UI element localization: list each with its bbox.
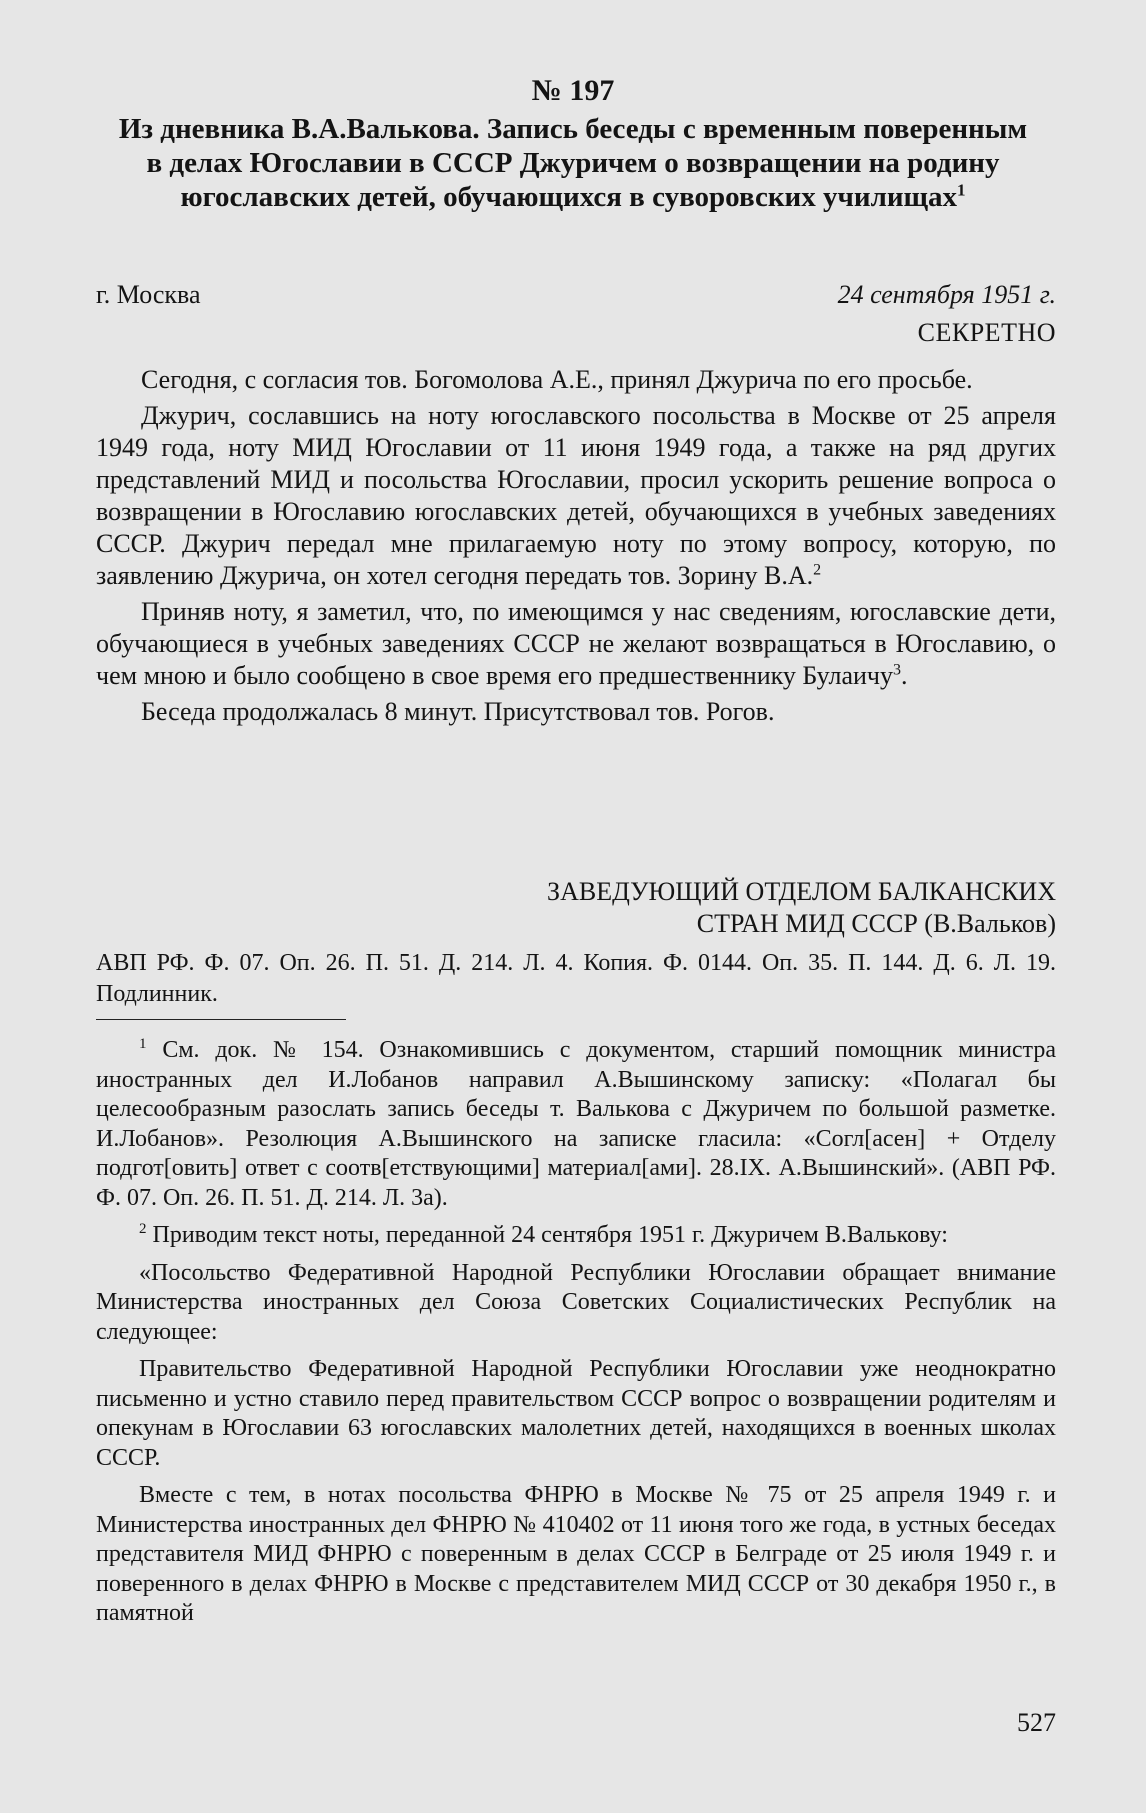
- body-paragraph-3-end: .: [901, 661, 908, 690]
- footnote-2-mark: 2: [139, 1221, 147, 1237]
- footnote-ref-2[interactable]: 2: [813, 561, 822, 579]
- signature-block: [356, 876, 1056, 940]
- document-title-text: Из дневника В.А.Валькова. Запись беседы с временным поверенным в делах Югославии в СССР Джуричем о возвращении на родину югославских детей, обучающихся в суворовских училищах: [118, 113, 1028, 213]
- document-body: [96, 364, 1056, 732]
- footnote-1-mark: 1: [139, 1036, 147, 1052]
- classification-stamp: СЕКРЕТНО: [917, 318, 1056, 347]
- body-paragraph-4: Беседа продолжалась 8 минут. Присутствовал тов. Рогов.: [141, 697, 775, 726]
- footnote-2-quote-3: Вместе с тем, в нотах посольства ФНРЮ в Москве № 75 от 25 апреля 1949 г. и Министерства иностранных дел ФНРЮ № 410402 от 11 июня того же года, в устных беседах представителя МИД ФНРЮ с поверенным в делах СССР в Белграде от 25 июля 1949 г. и поверенного в делах ФНРЮ в Москве с представителем МИД СССР от 30 декабря 1950 г., в памятной: [96, 1482, 1056, 1626]
- document-number: № 197: [531, 74, 615, 107]
- footnote-2-quote-2: Правительство Федеративной Народной Республики Югославии уже неоднократно письменно и устно ставило перед правительством СССР вопрос о возвращении родителям и опекунам в Югославии 63 югославских малолетних детей, находящихся в военных школах СССР.: [96, 1356, 1056, 1471]
- signature-line-2: СТРАН МИД СССР (В.Вальков): [696, 909, 1056, 938]
- title-footnote-ref[interactable]: 1: [957, 180, 966, 200]
- document-date: 24 сентября 1951 г.: [837, 280, 1056, 309]
- document-title: [118, 112, 1028, 214]
- signature-line-1: ЗАВЕДУЮЩИЙ ОТДЕЛОМ БАЛКАНСКИХ: [547, 877, 1056, 906]
- footnote-ref-3[interactable]: 3: [893, 661, 902, 679]
- document-place: г. Москва: [96, 280, 201, 309]
- footnote-2: [96, 1221, 1056, 1251]
- body-paragraph-3: [96, 596, 1056, 692]
- page-number: 527: [1017, 1708, 1056, 1737]
- footnote-2-quote-1: «Посольство Федеративной Народной Республики Югославии обращает внимание Министерства иностранных дел Союза Советских Социалистических Республик на следующее:: [96, 1259, 1056, 1345]
- footnote-1: [96, 1036, 1056, 1213]
- footnote-1-text: См. док. № 154. Ознакомившись с документом, старший помощник министра иностранных дел И.Лобанов направил А.Вышинскому записку: «Полагал бы целесообразным разослать запись беседы т. Валькова с Джуричем по большой разметке. И.Лобанов». Резолюция А.Вышинского на записке гласила: «Согл[асен] + Отделу подгот[овить] ответ с соотв[етствующими] материал[ами]. 28.IX. А.Вышинский». (АВП РФ. Ф. 07. Оп. 26. П. 51. Д. 214. Л. 3а).: [96, 1037, 1056, 1211]
- body-paragraph-3-text: Приняв ноту, я заметил, что, по имеющимся у нас сведениям, югославские дети, обучающиеся в учебных заведениях СССР не желают возвращаться в Югославию, о чем мною и было сообщено в свое время его предшественнику Булаичу: [96, 597, 1056, 690]
- archive-reference: АВП РФ. Ф. 07. Оп. 26. П. 51. Д. 214. Л. 4. Копия. Ф. 0144. Оп. 35. П. 144. Д. 6. Л. 19. Подлинник.: [96, 950, 1056, 1007]
- body-paragraph-2-text: Джурич, сославшись на ноту югославского посольства в Москве от 25 апреля 1949 года, ноту МИД Югославии от 11 июня 1949 года, а также на ряд других представлений МИД и посольства Югославии, просил ускорить решение вопроса о возвращении в Югославию югославских детей, обучающихся в учебных заведениях СССР. Джурич передал мне прилагаемую ноту по этому вопросу, которую, по заявлению Джурича, он хотел сегодня передать тов. Зорину В.А.: [96, 401, 1056, 590]
- footnote-2-text: Приводим текст ноты, переданной 24 сентября 1951 г. Джуричем В.Валькову:: [152, 1222, 948, 1248]
- body-paragraph-1: Сегодня, с согласия тов. Богомолова А.Е., принял Джурича по его просьбе.: [141, 365, 973, 394]
- footnotes-section: [96, 1036, 1056, 1637]
- footnote-divider: [96, 1019, 346, 1020]
- body-paragraph-2: [96, 400, 1056, 592]
